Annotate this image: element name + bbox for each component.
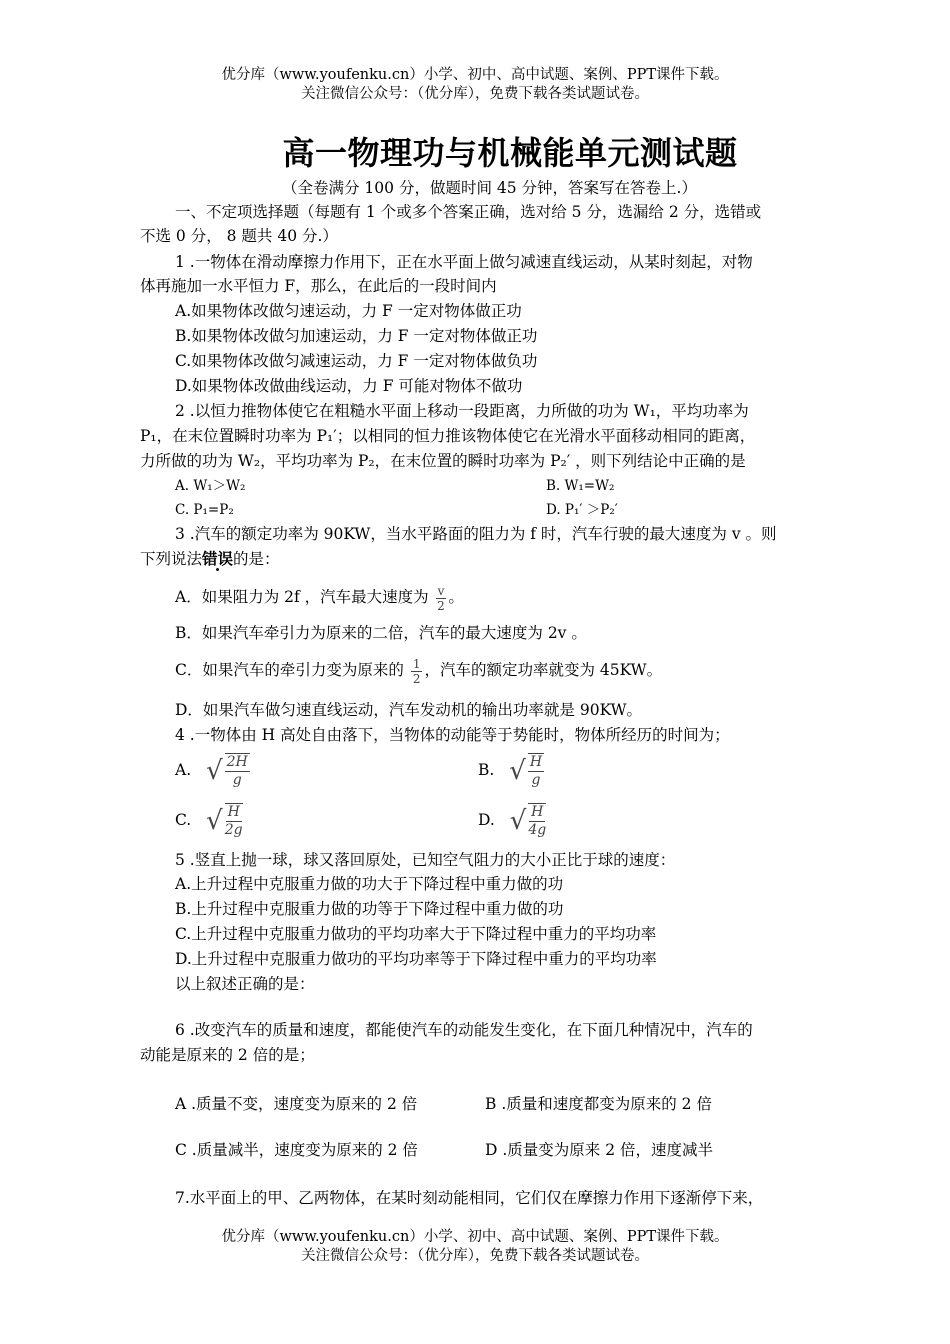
q6-stem-line2: 动能是原来的 2 倍的是； xyxy=(140,1046,315,1064)
subtitle: （全卷满分 100 分，做题时间 45 分钟，答案写在答卷上.） xyxy=(282,179,697,197)
q3-option-a-text: A．如果阻力为 2f ，汽车最大速度为 xyxy=(175,588,429,606)
sqrt-expression xyxy=(510,803,548,839)
q5-option-d: D.上升过程中克服重力做功的平均功率等于下降过程中重力的平均功率 xyxy=(175,950,657,968)
q7-stem-line1: 7.水平面上的甲、乙两物体，在某时刻动能相同，它们仅在摩擦力作用下逐渐停下来， xyxy=(175,1189,764,1207)
q6-stem-line1: 6 .改变汽车的质量和速度，都能使汽车的动能发生变化，在下面几种情况中，汽车的 xyxy=(175,1021,753,1039)
sqrt-expression xyxy=(206,753,252,789)
fraction-one-half xyxy=(411,657,423,686)
page-title: 高一物理功与机械能单元测试题 xyxy=(282,134,738,172)
q3-option-c-end: ，汽车的额定功率就变为 45KW。 xyxy=(424,661,663,679)
q1-stem-line2: 体再施加一水平恒力 F，那么，在此后的一段时间内 xyxy=(140,277,497,295)
radical-sign: √ xyxy=(509,756,526,786)
q3-option-a xyxy=(175,582,464,613)
radical-sign: √ xyxy=(206,806,223,836)
q5-option-c: C.上升过程中克服重力做功的平均功率大于下降过程中重力的平均功率 xyxy=(175,925,657,943)
q3-option-d: D．如果汽车做匀速直线运动，汽车发动机的输出功率就是 90KW。 xyxy=(175,701,643,719)
fraction xyxy=(528,803,546,839)
fraction-denominator: g xyxy=(232,772,242,788)
q3-stem-line1: 3 .汽车的额定功率为 90KW，当水平路面的阻力为 f 时，汽车行驶的最大速度为 v 。则 xyxy=(175,525,777,543)
q3-option-c-text: C．如果汽车的牵引力变为原来的 xyxy=(175,661,404,679)
sqrt-expression xyxy=(509,753,546,789)
q6-option-d: D .质量变为原来 2 倍，速度减半 xyxy=(485,1141,713,1159)
fraction xyxy=(528,753,544,789)
q1-option-c: C.如果物体改做匀减速运动，力 F 一定对物体做负功 xyxy=(175,352,538,370)
fraction-denominator: 2 xyxy=(437,598,445,613)
section-heading-line2: 不选 0 分， 8 题共 40 分.） xyxy=(140,227,338,245)
fraction-numerator: 1 xyxy=(412,656,421,671)
q4-option-a xyxy=(175,750,252,790)
q6-option-c: C .质量减半，速度变为原来的 2 倍 xyxy=(175,1141,418,1159)
sqrt-expression xyxy=(206,803,244,839)
q2-option-a: A. W₁＞W₂ xyxy=(175,478,246,494)
q6-option-a: A .质量不变，速度变为原来的 2 倍 xyxy=(175,1095,418,1113)
option-label: D. xyxy=(478,811,495,829)
q4-stem: 4 .一物体由 H 高处自由落下，当物体的动能等于势能时，物体所经历的时间为； xyxy=(175,726,730,744)
q2-option-c: C. P₁=P₂ xyxy=(175,502,234,518)
radical-sign: √ xyxy=(206,756,223,786)
q2-option-b: B. W₁=W₂ xyxy=(546,478,615,494)
fraction xyxy=(225,803,243,839)
page-footer-line2: 关注微信公众号：（优分库），免费下载各类试题试卷。 xyxy=(301,1248,649,1264)
q1-option-b: B.如果物体改做匀加速运动，力 F 一定对物体做正功 xyxy=(175,327,538,345)
q3-option-c xyxy=(175,655,662,686)
q1-option-d: D.如果物体改做曲线运动，力 F 可能对物体不做功 xyxy=(175,377,523,395)
q5-stem: 5 .竖直上抛一球，球又落回原处，已知空气阻力的大小正比于球的速度： xyxy=(175,851,676,869)
fraction-numerator: H xyxy=(531,804,544,820)
q4-option-c xyxy=(175,800,245,840)
q3-stem-line2 xyxy=(140,547,280,571)
q4-option-b xyxy=(478,750,546,790)
q4-option-d xyxy=(478,800,548,840)
q2-option-d: D. P₁′ ＞P₂′ xyxy=(546,502,618,518)
fraction-denominator: 2 xyxy=(412,671,421,686)
fraction xyxy=(225,753,250,789)
option-label: A. xyxy=(175,761,192,779)
fraction-numerator: H xyxy=(529,754,543,770)
option-label: C. xyxy=(175,811,192,829)
q1-stem-line1: 1 .一物体在滑动摩擦力作用下，正在水平面上做匀减速直线运动，从某时刻起，对物 xyxy=(175,253,753,271)
emphasis-wrong: 错误 xyxy=(202,549,234,568)
page-header-line2: 关注微信公众号：（优分库），免费下载各类试题试卷。 xyxy=(301,86,649,102)
q2-stem-line3: 力所做的功为 W₂，平均功率为 P₂，在末位置的瞬时功率为 P₂′ ，则下列结论中正确的是 xyxy=(140,452,746,470)
fraction-denominator: g xyxy=(531,772,541,788)
q5-option-a: A.上升过程中克服重力做的功大于下降过程中重力做的功 xyxy=(175,875,564,893)
page-footer-line1: 优分库（www.youfenku.cn）小学、初中、高中试题、案例、PPT课件下载。 xyxy=(221,1229,729,1245)
option-label: B. xyxy=(478,761,495,779)
fraction-v-over-2 xyxy=(436,584,447,613)
q5-option-b: B.上升过程中克服重力做的功等于下降过程中重力做的功 xyxy=(175,900,564,918)
fraction-numerator: v xyxy=(437,583,445,598)
q5-tail: 以上叙述正确的是： xyxy=(175,975,315,993)
fraction-numerator: H xyxy=(227,804,240,820)
fraction-denominator: 4g xyxy=(528,822,547,838)
q2-stem-line1: 2 .以恒力推物体使它在粗糙水平面上移动一段距离，力所做的功为 W₁，平均功率为 xyxy=(175,402,749,420)
q3-option-a-end: 。 xyxy=(448,588,464,606)
q3-stem-text: 下列说法 xyxy=(140,550,203,568)
q2-stem-line2: P₁，在末位置瞬时功率为 P₁′；以相同的恒力推该物体使它在光滑水平面移动相同的距离， xyxy=(140,427,756,445)
q3-stem-text-end: 的是： xyxy=(233,550,280,568)
q1-option-a: A.如果物体改做匀速运动，力 F 一定对物体做正功 xyxy=(175,302,522,320)
fraction-numerator: 2H xyxy=(226,754,248,770)
section-heading-line1: 一、不定项选择题（每题有 1 个或多个答案正确，选对给 5 分，选漏给 2 分，选错或 xyxy=(175,203,762,221)
page-header-line1: 优分库（www.youfenku.cn）小学、初中、高中试题、案例、PPT课件下载。 xyxy=(221,67,729,83)
radical-sign: √ xyxy=(509,806,527,836)
q6-option-b: B .质量和速度都变为原来的 2 倍 xyxy=(485,1095,712,1113)
fraction-denominator: 2g xyxy=(224,822,243,838)
q3-option-b: B．如果汽车牵引力为原来的二倍，汽车的最大速度为 2v 。 xyxy=(175,624,587,642)
